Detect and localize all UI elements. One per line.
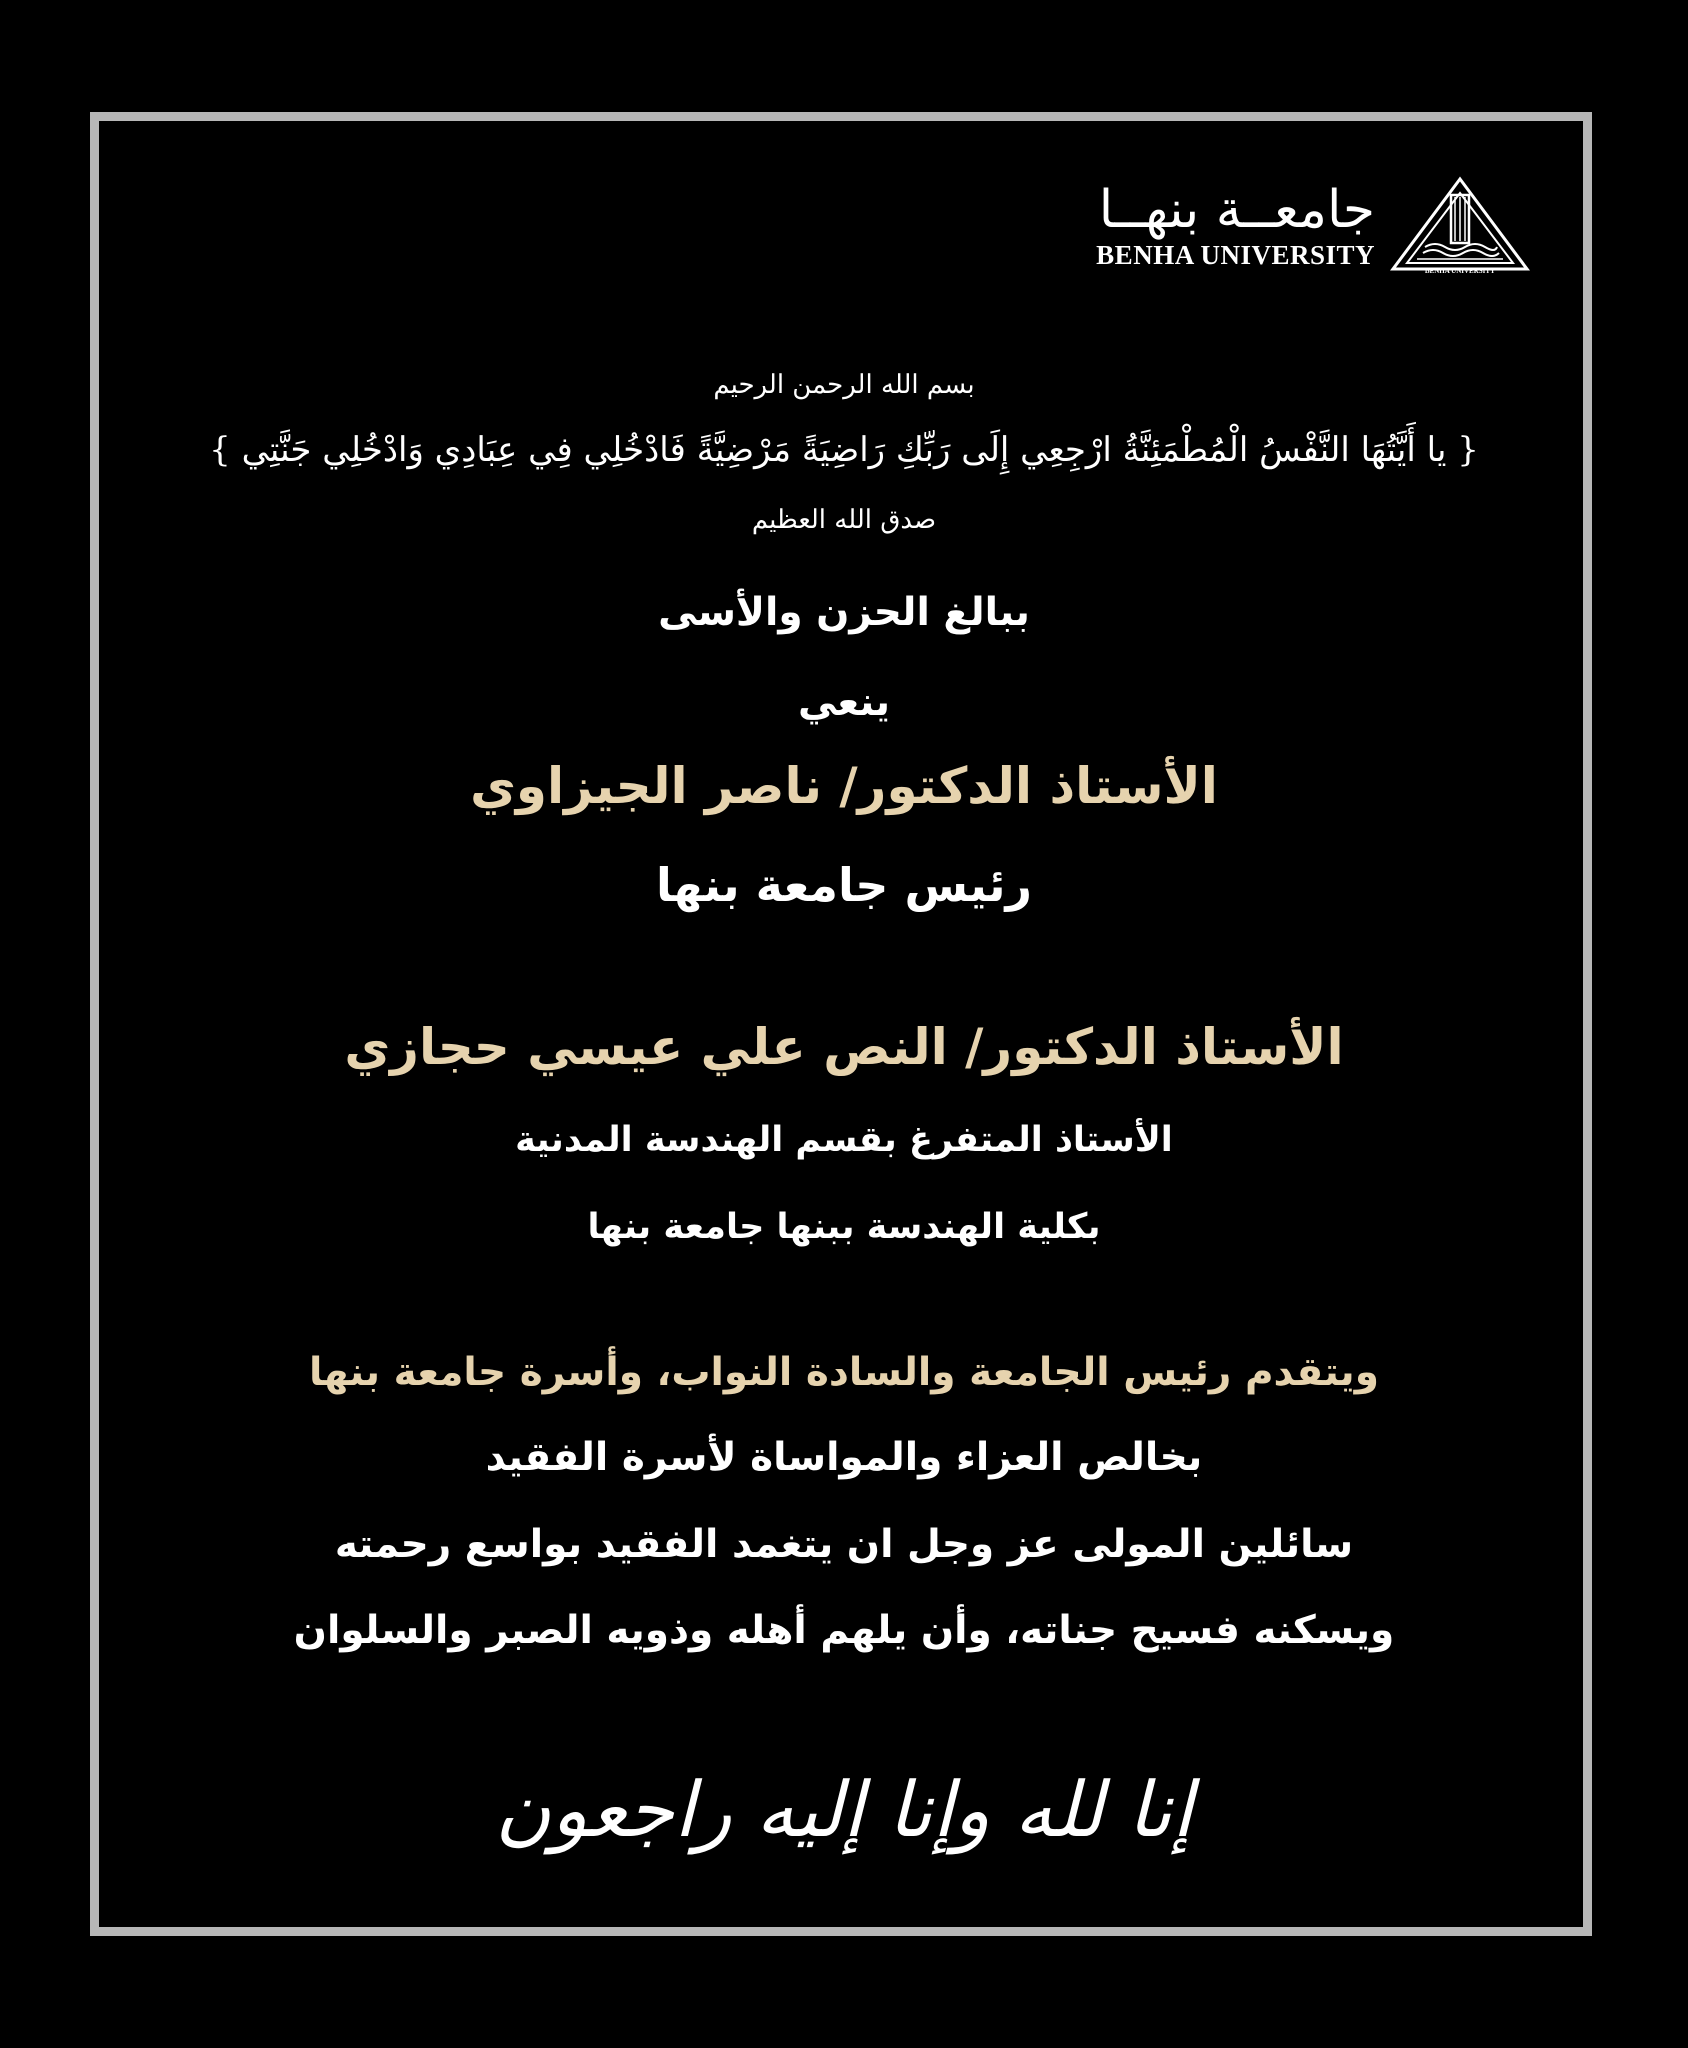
condolence-line-1: ويتقدم رئيس الجامعة والسادة النواب، وأسرة جامعة بنها bbox=[309, 1350, 1379, 1395]
emblem-caption: BENHA UNIVERSITY bbox=[1424, 267, 1496, 275]
president-name: الأستاذ الدكتور/ ناصر الجيزاوي bbox=[470, 757, 1218, 815]
mourns-heading: ينعي bbox=[797, 680, 891, 725]
logo-text bbox=[1096, 180, 1375, 270]
deceased-name: الأستاذ الدكتور/ النص علي عيسي حجازي bbox=[344, 1018, 1344, 1076]
university-logo bbox=[1096, 175, 1531, 275]
basmala: بسم الله الرحمن الرحيم bbox=[713, 370, 975, 400]
calligraphy-phrase: إنا لله وإنا إليه راجعون bbox=[495, 1765, 1193, 1854]
condolence-line-3: سائلين المولى عز وجل ان يتغمد الفقيد بواسع رحمته bbox=[334, 1522, 1354, 1567]
university-emblem-icon bbox=[1389, 175, 1531, 275]
quran-verse: { يا أَيَّتُهَا النَّفْسُ الْمُطْمَئِنَّةُ ارْجِعِي إِلَى رَبِّكِ رَاضِيَةً مَرْضِيَّةً فَادْخُلِي فِي عِبَادِي وَادْخُلِي جَنَّتِي } bbox=[209, 430, 1479, 470]
verse-closing: صدق الله العظيم bbox=[751, 505, 937, 535]
condolence-line-2: بخالص العزاء والمواساة لأسرة الفقيد bbox=[485, 1435, 1203, 1480]
condolence-line-4: ويسكنه فسيح جناته، وأن يلهم أهله وذويه الصبر والسلوان bbox=[293, 1608, 1395, 1653]
sorrow-heading: ببالغ الحزن والأسى bbox=[658, 590, 1030, 635]
logo-english-name: BENHA UNIVERSITY bbox=[1096, 240, 1375, 270]
logo-arabic-name: جامعــة بنهــا bbox=[1098, 180, 1375, 240]
deceased-faculty: بكلية الهندسة ببنها جامعة بنها bbox=[587, 1207, 1101, 1247]
deceased-position: الأستاذ المتفرغ بقسم الهندسة المدنية bbox=[515, 1120, 1173, 1160]
president-title: رئيس جامعة بنها bbox=[655, 858, 1033, 912]
